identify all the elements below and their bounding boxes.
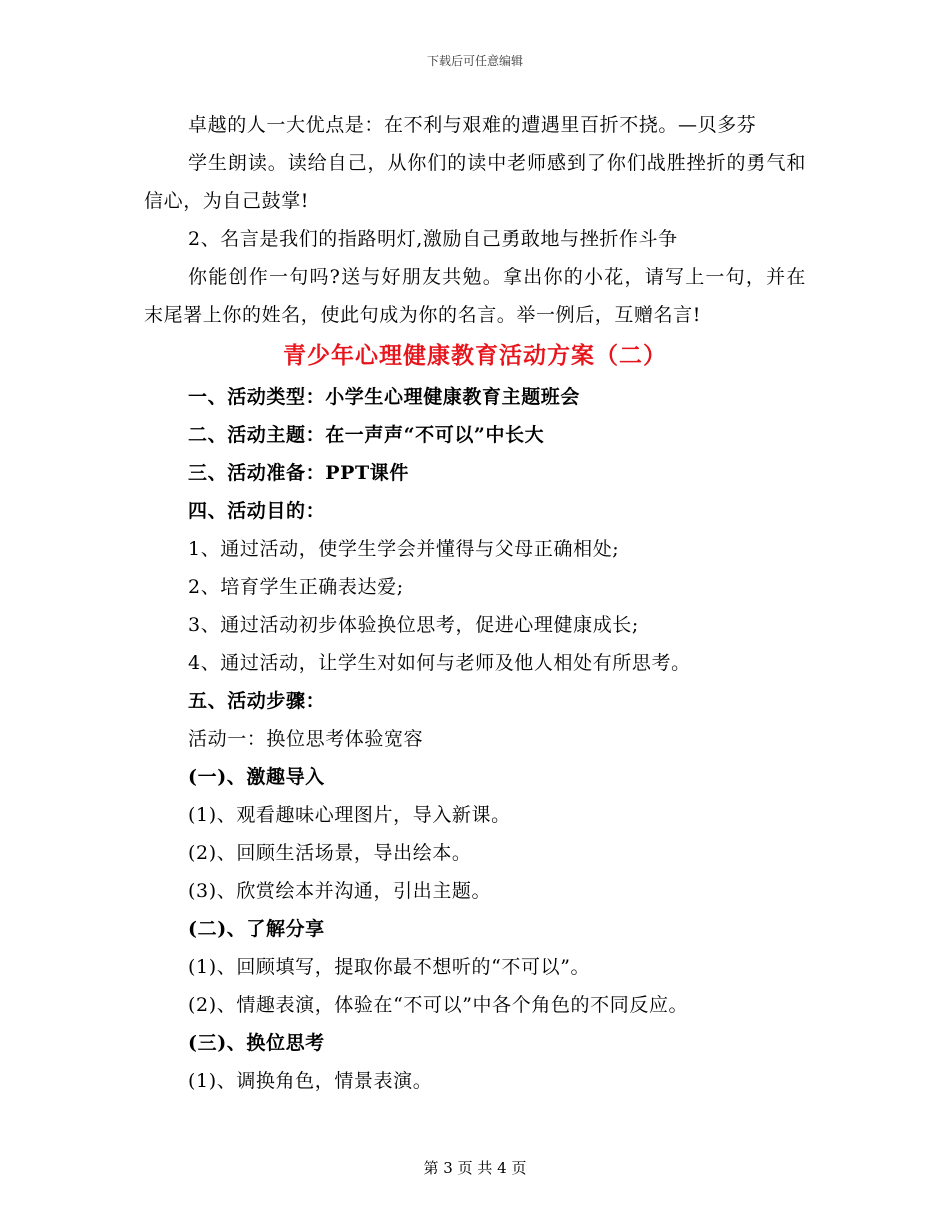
step-1-heading: (一)、激趣导入 (188, 766, 325, 788)
page-header-note: 下载后可任意编辑 (426, 54, 523, 68)
reading-paragraph: 学生朗读。读给自己，从你们的读中老师感到了你们战胜挫折的勇气和信心，为自己鼓掌! (144, 152, 806, 212)
quote-paragraph: 卓越的人一大优点是：在不利与艰难的遭遇里百折不挠。—贝多芬 (188, 114, 757, 136)
step-3-item-1: (1)、调换角色，情景表演。 (188, 1070, 433, 1092)
step-1-item-3: (3)、欣赏绘本并沟通，引出主题。 (188, 880, 492, 902)
activity-one-label: 活动一：换位思考体验宽容 (188, 728, 424, 750)
activity-theme-heading: 二、活动主题：在一声声“不可以”中长大 (188, 424, 545, 446)
document-body (144, 106, 806, 1100)
activity-goal-heading: 四、活动目的： (188, 500, 326, 522)
creation-paragraph: 你能创作一句吗?送与好朋友共勉。拿出你的小花，请写上一句，并在末尾署上你的姓名，使此句成为你的名言。举一例后，互赠名言! (144, 266, 806, 326)
goal-item-1: 1、通过活动，使学生学会并懂得与父母正确相处; (188, 538, 620, 560)
step-3-heading: (三)、换位思考 (188, 1032, 325, 1054)
activity-type-heading: 一、活动类型：小学生心理健康教育主题班会 (188, 386, 581, 408)
page-number: 第 3 页 共 4 页 (423, 1159, 527, 1177)
activity-prep-heading: 三、活动准备：PPT课件 (188, 462, 409, 484)
activity-steps-heading: 五、活动步骤： (188, 690, 326, 712)
step-2-item-2: (2)、情趣表演，体验在“不可以”中各个角色的不同反应。 (188, 994, 689, 1016)
section-title: 青少年心理健康教育活动方案（二） (283, 342, 667, 369)
step-1-item-1: (1)、观看趣味心理图片，导入新课。 (188, 804, 511, 826)
goal-item-2: 2、培育学生正确表达爱; (188, 576, 404, 598)
step-2-heading: (二)、了解分享 (188, 918, 325, 940)
motto-point-paragraph: 2、名言是我们的指路明灯,激励自己勇敢地与挫折作斗争 (188, 228, 678, 250)
step-2-item-1: (1)、回顾填写，提取你最不想听的“不可以”。 (188, 956, 591, 978)
goal-item-4: 4、通过活动，让学生对如何与老师及他人相处有所思考。 (188, 652, 691, 674)
step-1-item-2: (2)、回顾生活场景，导出绘本。 (188, 842, 472, 864)
goal-item-3: 3、通过活动初步体验换位思考，促进心理健康成长; (188, 614, 639, 636)
